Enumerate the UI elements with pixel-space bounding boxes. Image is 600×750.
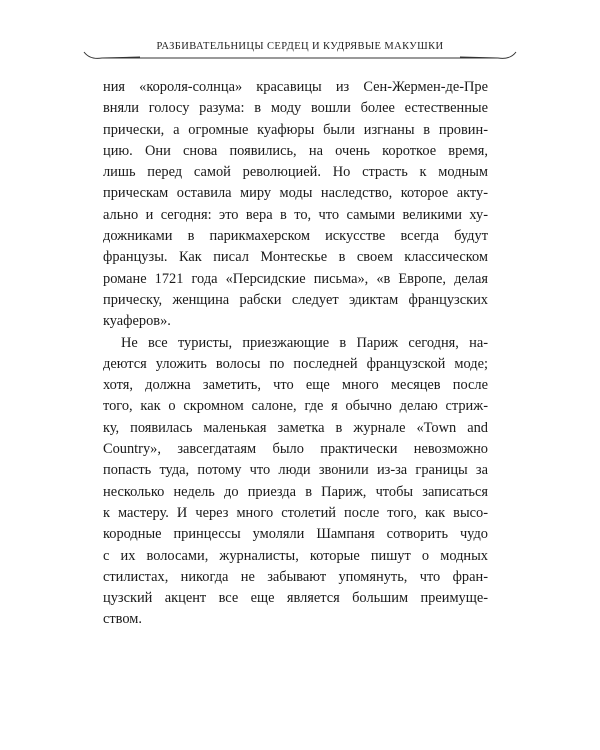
text-line: к мастеру. И через много столетий после того, как высо- xyxy=(103,504,488,521)
text-line: цузский акцент все еще является большим преимуще- xyxy=(103,590,488,607)
running-header-title: РАЗБИВАТЕЛЬНИЦЫ СЕРДЕЦ И КУДРЯВЫЕ МАКУШКИ xyxy=(156,41,444,52)
text-line: попасть туда, потому что люди звонили из-за границы за xyxy=(103,462,488,479)
text-line: дожниками в парикмахерском искусстве всегда будут xyxy=(103,228,488,245)
text-line: хотя, должна заметить, что еще много месяцев после xyxy=(103,377,488,394)
text-line: ку, появилась маленькая заметка в журнале «Town and xyxy=(103,419,488,436)
paragraph-2 xyxy=(103,333,488,631)
text-line: прически, а огромные куафюры были изгнаны в провин- xyxy=(103,121,488,138)
text-line: с их волосами, журналисты, которые пишут о модных xyxy=(103,547,488,564)
text-line: романе 1721 года «Персидские письма», «в Европе, делая xyxy=(103,270,488,287)
paragraph-1 xyxy=(103,77,488,333)
text-line: того, как о скромном салоне, где я обычно делаю стриж- xyxy=(103,398,488,415)
text-line: несколько недель до приезда в Париж, чтобы записаться xyxy=(103,483,488,500)
text-line: ально и сегодня: это вера в то, что самыми великими ху- xyxy=(103,206,488,223)
text-line: ством. xyxy=(103,611,142,628)
text-line: Не все туристы, приезжающие в Париж сегодня, на- xyxy=(121,334,488,351)
running-header xyxy=(80,32,520,68)
text-line: стилистах, никогда не забывают упомянуть, что фран- xyxy=(103,568,488,585)
text-line: кородные принцессы умоляли Шампаня сотворить чудо xyxy=(103,526,488,543)
text-line: прическу, женщина рабски следует эдиктам французских xyxy=(103,291,488,308)
text-line: прическам оставила миру моды наследство, которое акту- xyxy=(103,185,488,202)
text-line: деются уложить волосы по последней французской моде; xyxy=(103,355,488,372)
text-line: Country», завсегдатаям было практически невозможно xyxy=(103,441,488,458)
body-text xyxy=(103,77,488,631)
text-line: вняли голосу разума: в моду вошли более естественные xyxy=(103,100,488,117)
text-line: куаферов». xyxy=(103,313,171,330)
text-line: лишь перед самой революцией. Но страсть к модным xyxy=(103,164,488,181)
text-line: французы. Как писал Монтескье в своем классическом xyxy=(103,249,488,266)
text-line: ния «короля-солнца» красавицы из Сен-Жермен-де-Пре xyxy=(103,79,488,95)
text-line: цию. Они снова появились, на очень короткое время, xyxy=(103,142,488,159)
